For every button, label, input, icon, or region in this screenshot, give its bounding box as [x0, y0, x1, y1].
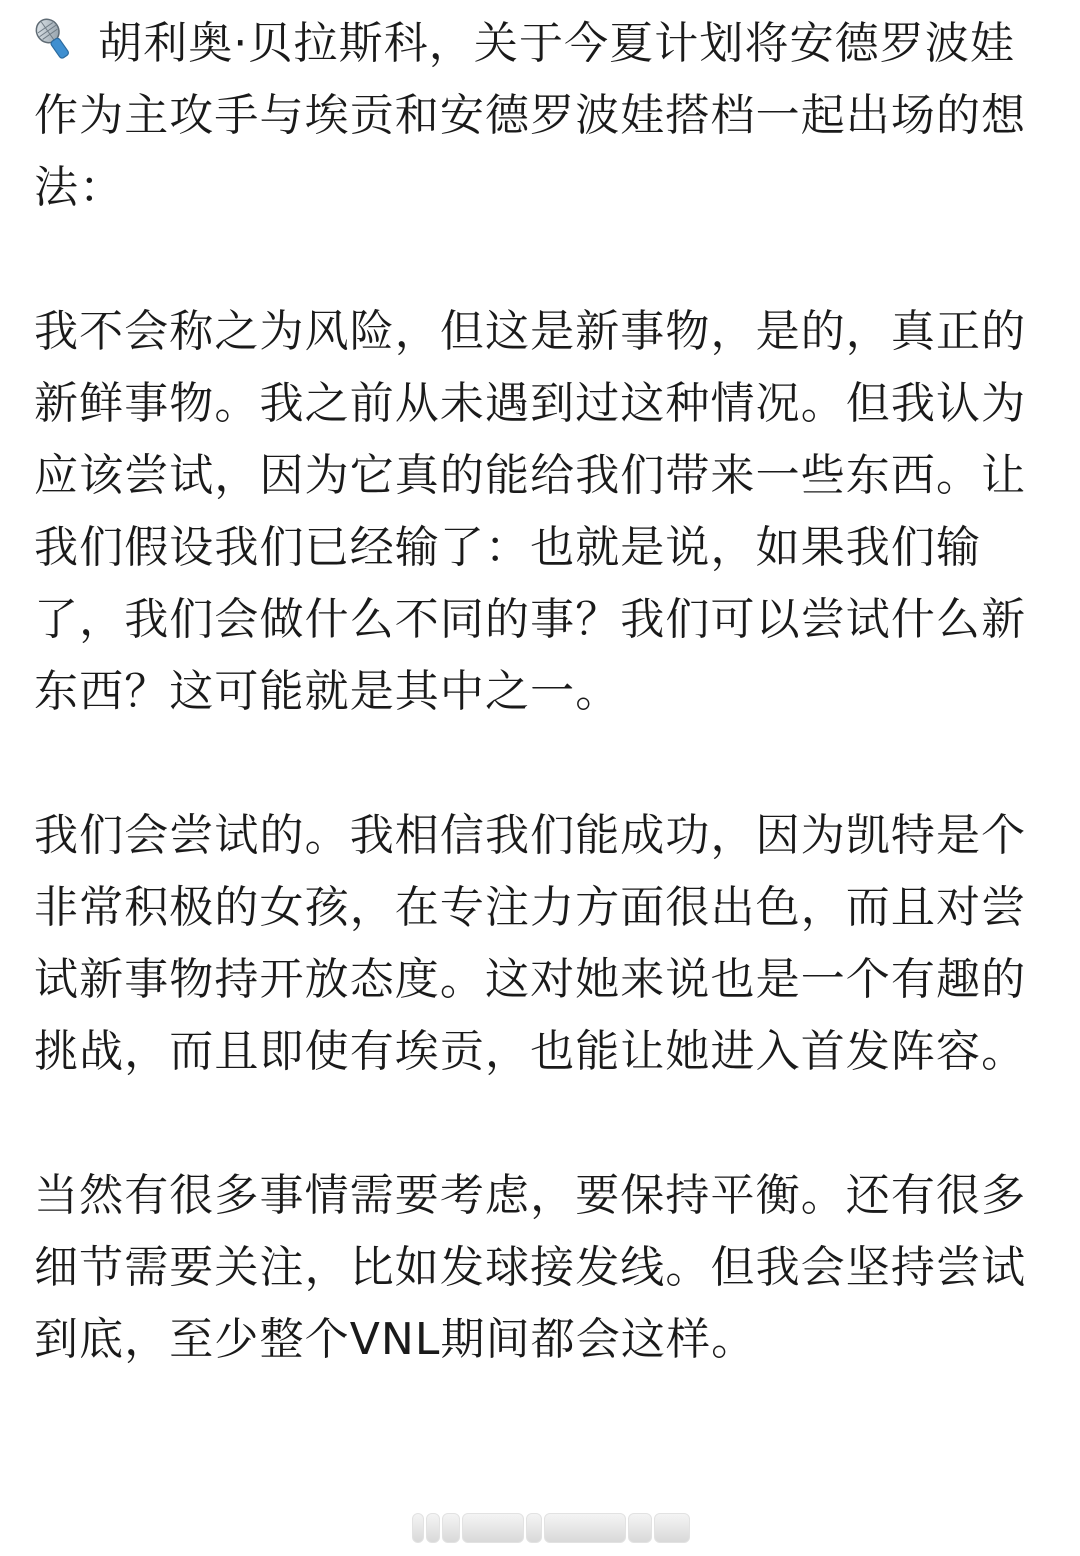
microphone-icon [34, 14, 74, 62]
post-body [34, 8, 1048, 1376]
paragraph-4: 当然有很多事情需要考虑，要保持平衡。还有很多细节需要关注，比如发球接发线。但我会坚持尝试到底，至少整个VNL期间都会这样。 [34, 1170, 1027, 1365]
paragraph-2: 我不会称之为风险，但这是新事物，是的，真正的新鲜事物。我之前从未遇到过这种情况。但我认为应该尝试，因为它真的能给我们带来一些东西。让我们假设我们已经输了：也就是说，如果我们输了，我们会做什么不同的事？我们可以尝试什么新东西？这可能就是其中之一。 [34, 306, 1027, 717]
paragraph-gap [34, 224, 1048, 296]
paragraph-gap [34, 728, 1048, 800]
paragraph-gap [34, 1088, 1048, 1160]
paragraph-1-text: 胡利奥·贝拉斯科，关于今夏计划将安德罗波娃作为主攻手与埃贡和安德罗波娃搭档一起出场的想法： [34, 18, 1027, 213]
watermark-logo [412, 1512, 697, 1544]
paragraph-1 [34, 8, 1048, 224]
paragraph-3: 我们会尝试的。我相信我们能成功，因为凯特是个非常积极的女孩，在专注力方面很出色，而且对尝试新事物持开放态度。这对她来说也是一个有趣的挑战，而且即使有埃贡，也能让她进入首发阵容。 [34, 810, 1027, 1077]
